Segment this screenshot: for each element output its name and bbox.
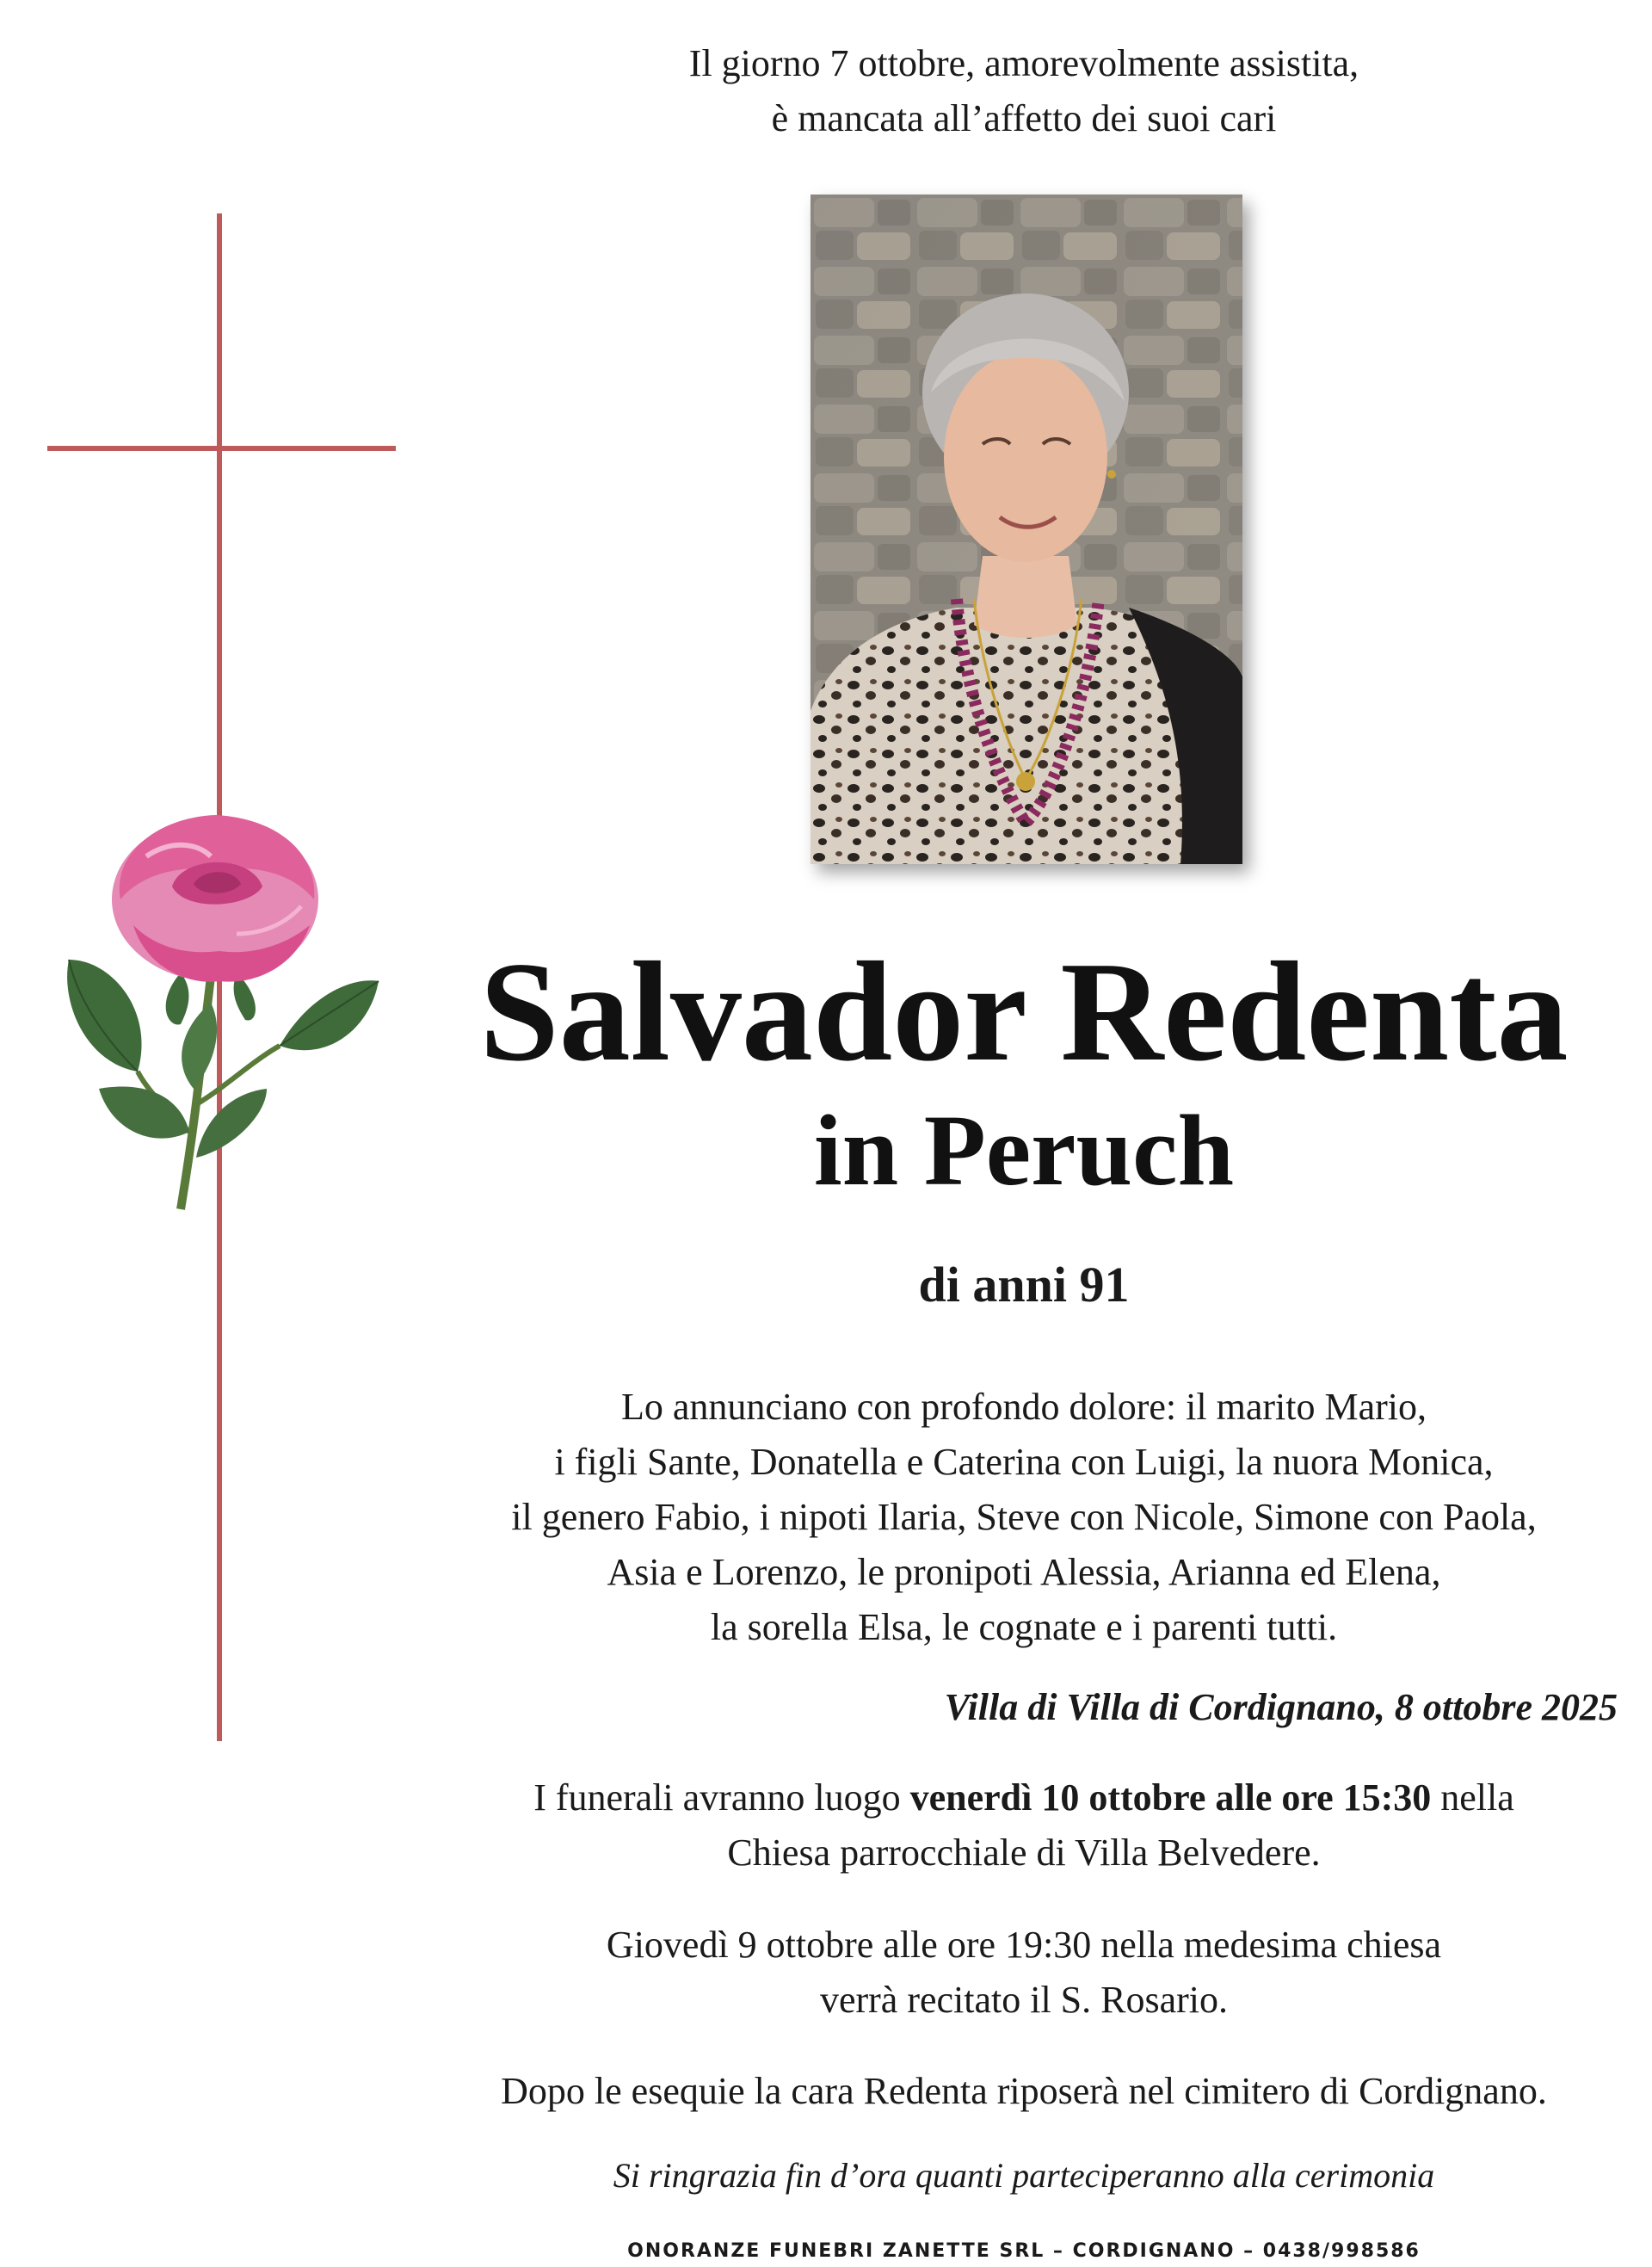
funeral-line-2: Chiesa parrocchiale di Villa Belvedere. [727, 1832, 1321, 1874]
burial-info [422, 2064, 1626, 2119]
announcement-line: il genero Fabio, i nipoti Ilaria, Steve con Nicole, Simone con Paola, [511, 1496, 1537, 1538]
portrait-image [811, 195, 1242, 864]
portrait-photo [811, 195, 1242, 864]
intro-line-1: Il giorno 7 ottobre, amorevolmente assistita, [688, 42, 1359, 84]
announcement-line: la sorella Elsa, le cognate e i parenti tutti. [710, 1606, 1338, 1648]
intro-line-2: è mancata all’affetto dei suoi cari [771, 97, 1277, 139]
announcement-line: i figli Sante, Donatella e Caterina con Luigi, la nuora Monica, [554, 1441, 1494, 1483]
announcement-text [422, 1380, 1626, 1655]
place-date: Villa di Villa di Cordignano, 8 ottobre 2025 [944, 1686, 1618, 1728]
married-name: in Peruch [813, 1094, 1235, 1207]
funeral-datetime: venerdì 10 ottobre alle ore 15:30 [909, 1776, 1432, 1819]
announcement-line: Asia e Lorenzo, le pronipoti Alessia, Arianna ed Elena, [607, 1551, 1441, 1593]
rosary-line-1: Giovedì 9 ottobre alle ore 19:30 nella medesima chiesa [606, 1924, 1442, 1966]
deceased-name: Salvador Redenta [479, 932, 1569, 1090]
funeral-info [422, 1770, 1626, 1881]
thanks-note: Si ringrazia fin d’ora quanti parteciperanno alla cerimonia [613, 2156, 1435, 2195]
age: di anni 91 [918, 1257, 1130, 1313]
rosary-line-2: verrà recitato il S. Rosario. [819, 1979, 1229, 2021]
funeral-prefix: I funerali avranno luogo [533, 1776, 910, 1819]
rose-icon [52, 805, 387, 1235]
funeral-suffix: nella [1431, 1776, 1514, 1819]
announcement-line: Lo annunciano con profondo dolore: il marito Mario, [621, 1386, 1427, 1428]
burial-line: Dopo le esequie la cara Redenta riposerà nel cimitero di Cordignano. [501, 2070, 1547, 2112]
intro-text [422, 36, 1626, 146]
cross-icon-horizontal [47, 446, 396, 451]
rosary-info [422, 1918, 1626, 2028]
funeral-line-1 [422, 1770, 1626, 1825]
funeral-home-footer: ONORANZE FUNEBRI ZANETTE SRL – CORDIGNANO – 0438/998586 [627, 2240, 1421, 2262]
